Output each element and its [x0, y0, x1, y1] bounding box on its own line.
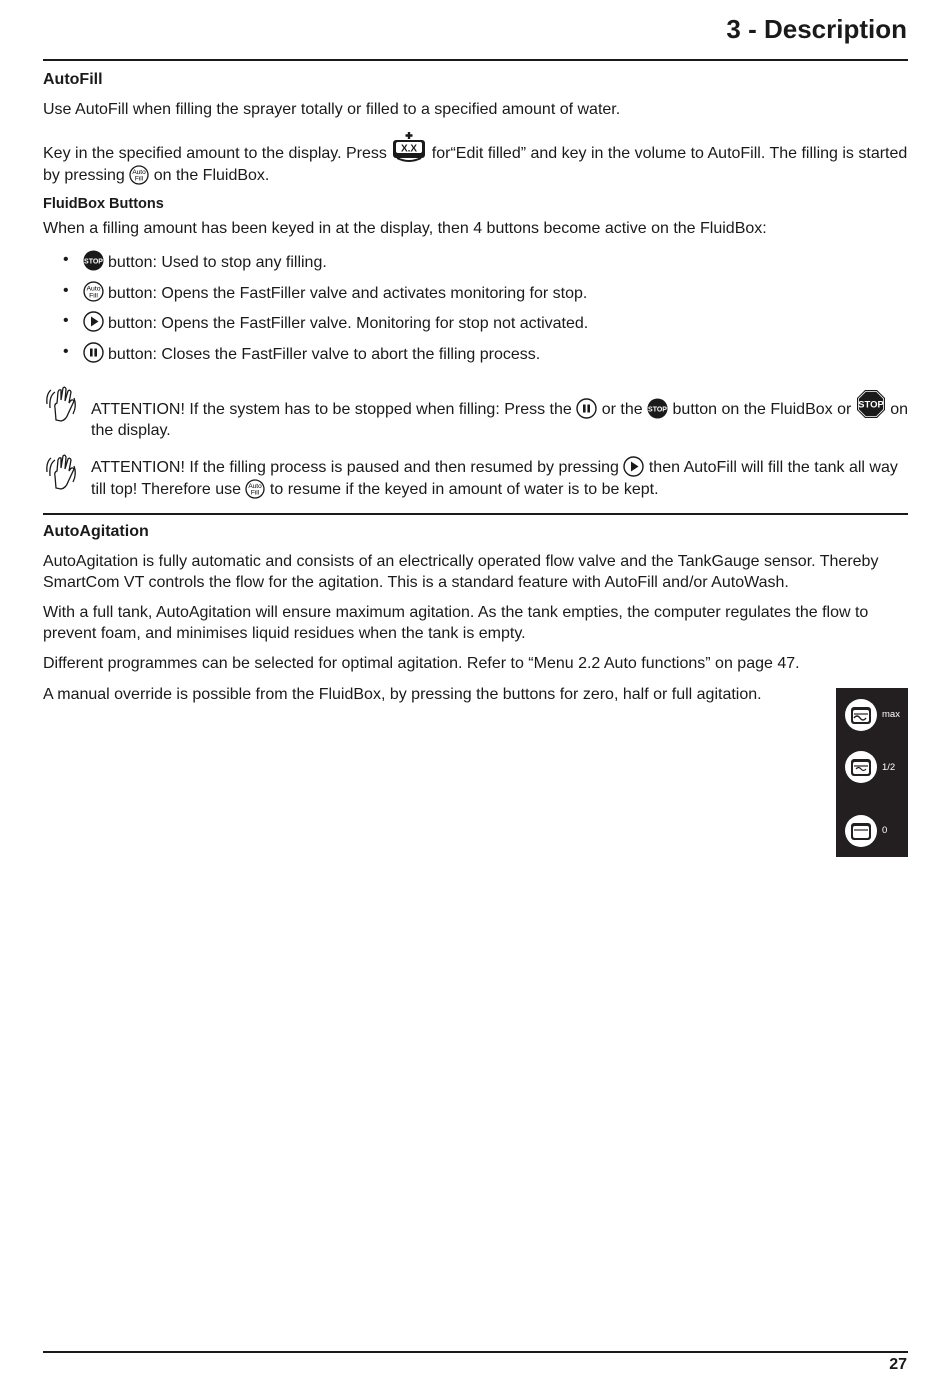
attention-1-text-b: or the [601, 401, 643, 418]
list-item [63, 311, 588, 342]
auto-fill-icon-top: • Auto [86, 285, 101, 293]
auto-fill-icon-bottom: Fill [251, 489, 260, 496]
autofill-paragraph-2-part-c: on the FluidBox. [153, 166, 270, 184]
header-divider [43, 59, 908, 61]
agitation-half-label: 1/2 [882, 762, 896, 773]
agitation-zero-label: 0 [882, 825, 888, 836]
autofill-paragraph-2-part-a: Key in the specified amount to the display. Press [43, 145, 387, 162]
attention-2-text-a: ATTENTION! If the filling process is paused and then resumed by pressing [91, 459, 619, 476]
autoagitation-paragraph-3: Different programmes can be selected for optimal agitation. Refer to “Menu 2.2 Auto functions” on page 47. [43, 655, 800, 672]
page-number: 27 [889, 1356, 907, 1373]
attention-1-text-a: ATTENTION! If the system has to be stopped when filling: Press the [91, 401, 572, 418]
auto-fill-icon [129, 165, 149, 185]
autoagitation-paragraph-2: With a full tank, AutoAgitation will ensure maximum agitation. As the tank empties, the computer regulates the flow to prevent foam, and minimises liquid residues when the tank is empty. [43, 604, 869, 642]
agitation-zero-button-icon [844, 814, 878, 848]
autofill-paragraph-2-part-b: for“Edit filled” and key in the volume to AutoFill. The filling is started by pressing [43, 145, 908, 184]
autoagitation-paragraph-1: AutoAgitation is fully automatic and consists of an electrically operated flow valve and the TankGauge sensor. Thereby SmartCom VT controls the flow for the agitation. This is a standard feature with AutoFill and/or AutoWash. [43, 553, 879, 591]
auto-fill-icon-bottom: Fill [135, 175, 144, 182]
attention-note-resume [91, 456, 909, 500]
pause-icon [83, 342, 104, 363]
stop-icon [647, 398, 668, 419]
play-icon [83, 311, 104, 332]
stop-icon-text: • STOP [84, 258, 103, 266]
auto-fill-icon [83, 281, 104, 302]
auto-fill-icon [245, 479, 265, 499]
autoagitation-paragraph-4: A manual override is possible from the FluidBox, by pressing the buttons for zero, half or full agitation. [43, 686, 762, 703]
footer-divider [43, 1351, 908, 1353]
edit-filled-icon [391, 131, 427, 163]
stop-icon [83, 250, 104, 271]
attention-1-text-c: button on the FluidBox or [672, 401, 852, 418]
autofill-paragraph-2 [43, 131, 909, 186]
list-item [63, 281, 588, 312]
stop-octagon-icon-text: STOP [857, 399, 884, 411]
attention-1-text-d: on the display. [91, 401, 909, 439]
list-item [63, 250, 588, 281]
agitation-max-label: max [882, 709, 900, 720]
bullet-text-play: button: Opens the FastFiller valve. Monitoring for stop not activated. [108, 315, 589, 333]
attention-note-stop [91, 389, 909, 441]
autoagitation-heading: AutoAgitation [43, 523, 149, 540]
stop-octagon-icon [856, 389, 886, 419]
attention-2-text-b: then AutoFill will fill the tank all way till top! Therefore use [91, 459, 898, 498]
section-divider [43, 513, 908, 515]
agitation-half-button-icon [844, 750, 878, 784]
fluidbox-intro: When a filling amount has been keyed in at the display, then 4 buttons become active on the FluidBox: [43, 220, 767, 237]
autofill-paragraph-1: Use AutoFill when filling the sprayer totally or filled to a specified amount of water. [43, 101, 621, 118]
auto-fill-icon-bottom: Fill [89, 291, 98, 299]
bullet-text-stop: button: Used to stop any filling. [108, 254, 327, 271]
agitation-button-panel [836, 688, 908, 857]
list-item [63, 342, 588, 373]
attention-hand-icon [43, 384, 79, 424]
stop-icon-text: STOP [648, 406, 668, 414]
auto-fill-icon-top: Auto [132, 168, 146, 176]
attention-hand-icon [43, 452, 79, 492]
pause-icon [576, 398, 597, 419]
agitation-max-button-icon [844, 698, 878, 732]
attention-2-text-c: to resume if the keyed in amount of water is to be kept. [269, 480, 659, 498]
play-icon [623, 456, 644, 477]
autofill-heading: AutoFill [43, 71, 103, 88]
auto-fill-icon-top: Auto [248, 482, 263, 490]
bullet-text-autofill: button: Opens the FastFiller valve and activates monitoring for stop. [108, 284, 588, 302]
fluidbox-heading: FluidBox Buttons [43, 196, 164, 212]
bullet-text-pause: button: Closes the FastFiller valve to abort the filling process. [108, 345, 541, 363]
edit-filled-icon-text: X.X [401, 143, 418, 155]
fluidbox-button-list [63, 250, 588, 372]
page-title: 3 - Description [726, 14, 907, 44]
